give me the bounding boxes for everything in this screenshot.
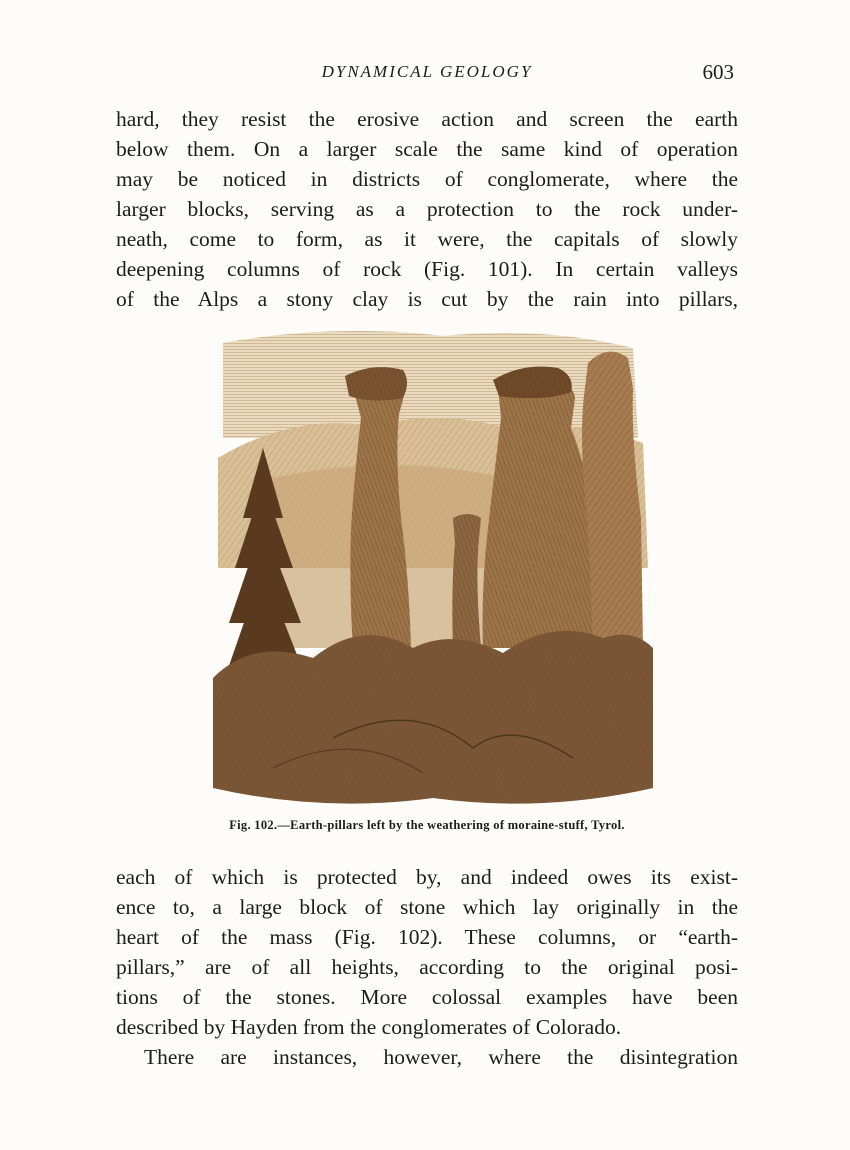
text-line: of the Alps a stony clay is cut by the rain into pillars, (116, 287, 738, 311)
running-head (116, 60, 738, 90)
text-line: ence to, a large block of stone which lay originally in the (116, 895, 738, 919)
text-line: heart of the mass (Fig. 102). These columns, or “earth- (116, 925, 738, 949)
text-line: may be noticed in districts of conglomerate, where the (116, 167, 738, 191)
text-line: below them. On a larger scale the same kind of operation (116, 137, 738, 161)
text-line: each of which is protected by, and indeed owes its exist- (116, 865, 738, 889)
text-line: hard, they resist the erosive action and screen the earth (116, 107, 738, 131)
running-title: DYNAMICAL GEOLOGY (321, 62, 533, 81)
paragraph-2 (116, 862, 738, 1072)
text-line: neath, come to form, as it were, the capitals of slowly (116, 227, 738, 251)
figure-caption: Fig. 102.—Earth-pillars left by the weathering of moraine-stuff, Tyrol. (229, 818, 625, 832)
figure-earth-pillars-engraving (213, 318, 653, 813)
text-line: tions of the stones. More colossal examples have been (116, 985, 738, 1009)
text-line: pillars,” are of all heights, according to the original posi- (116, 955, 738, 979)
paragraph-1 (116, 104, 738, 314)
text-line: There are instances, however, where the disintegration (144, 1045, 738, 1069)
text-line: described by Hayden from the conglomerates of Colorado. (116, 1015, 622, 1039)
text-line: larger blocks, serving as a protection to the rock under- (116, 197, 738, 221)
engraving-illustration (213, 318, 653, 813)
text-line: deepening columns of rock (Fig. 101). In certain valleys (116, 257, 738, 281)
page-number: 603 (702, 60, 734, 84)
